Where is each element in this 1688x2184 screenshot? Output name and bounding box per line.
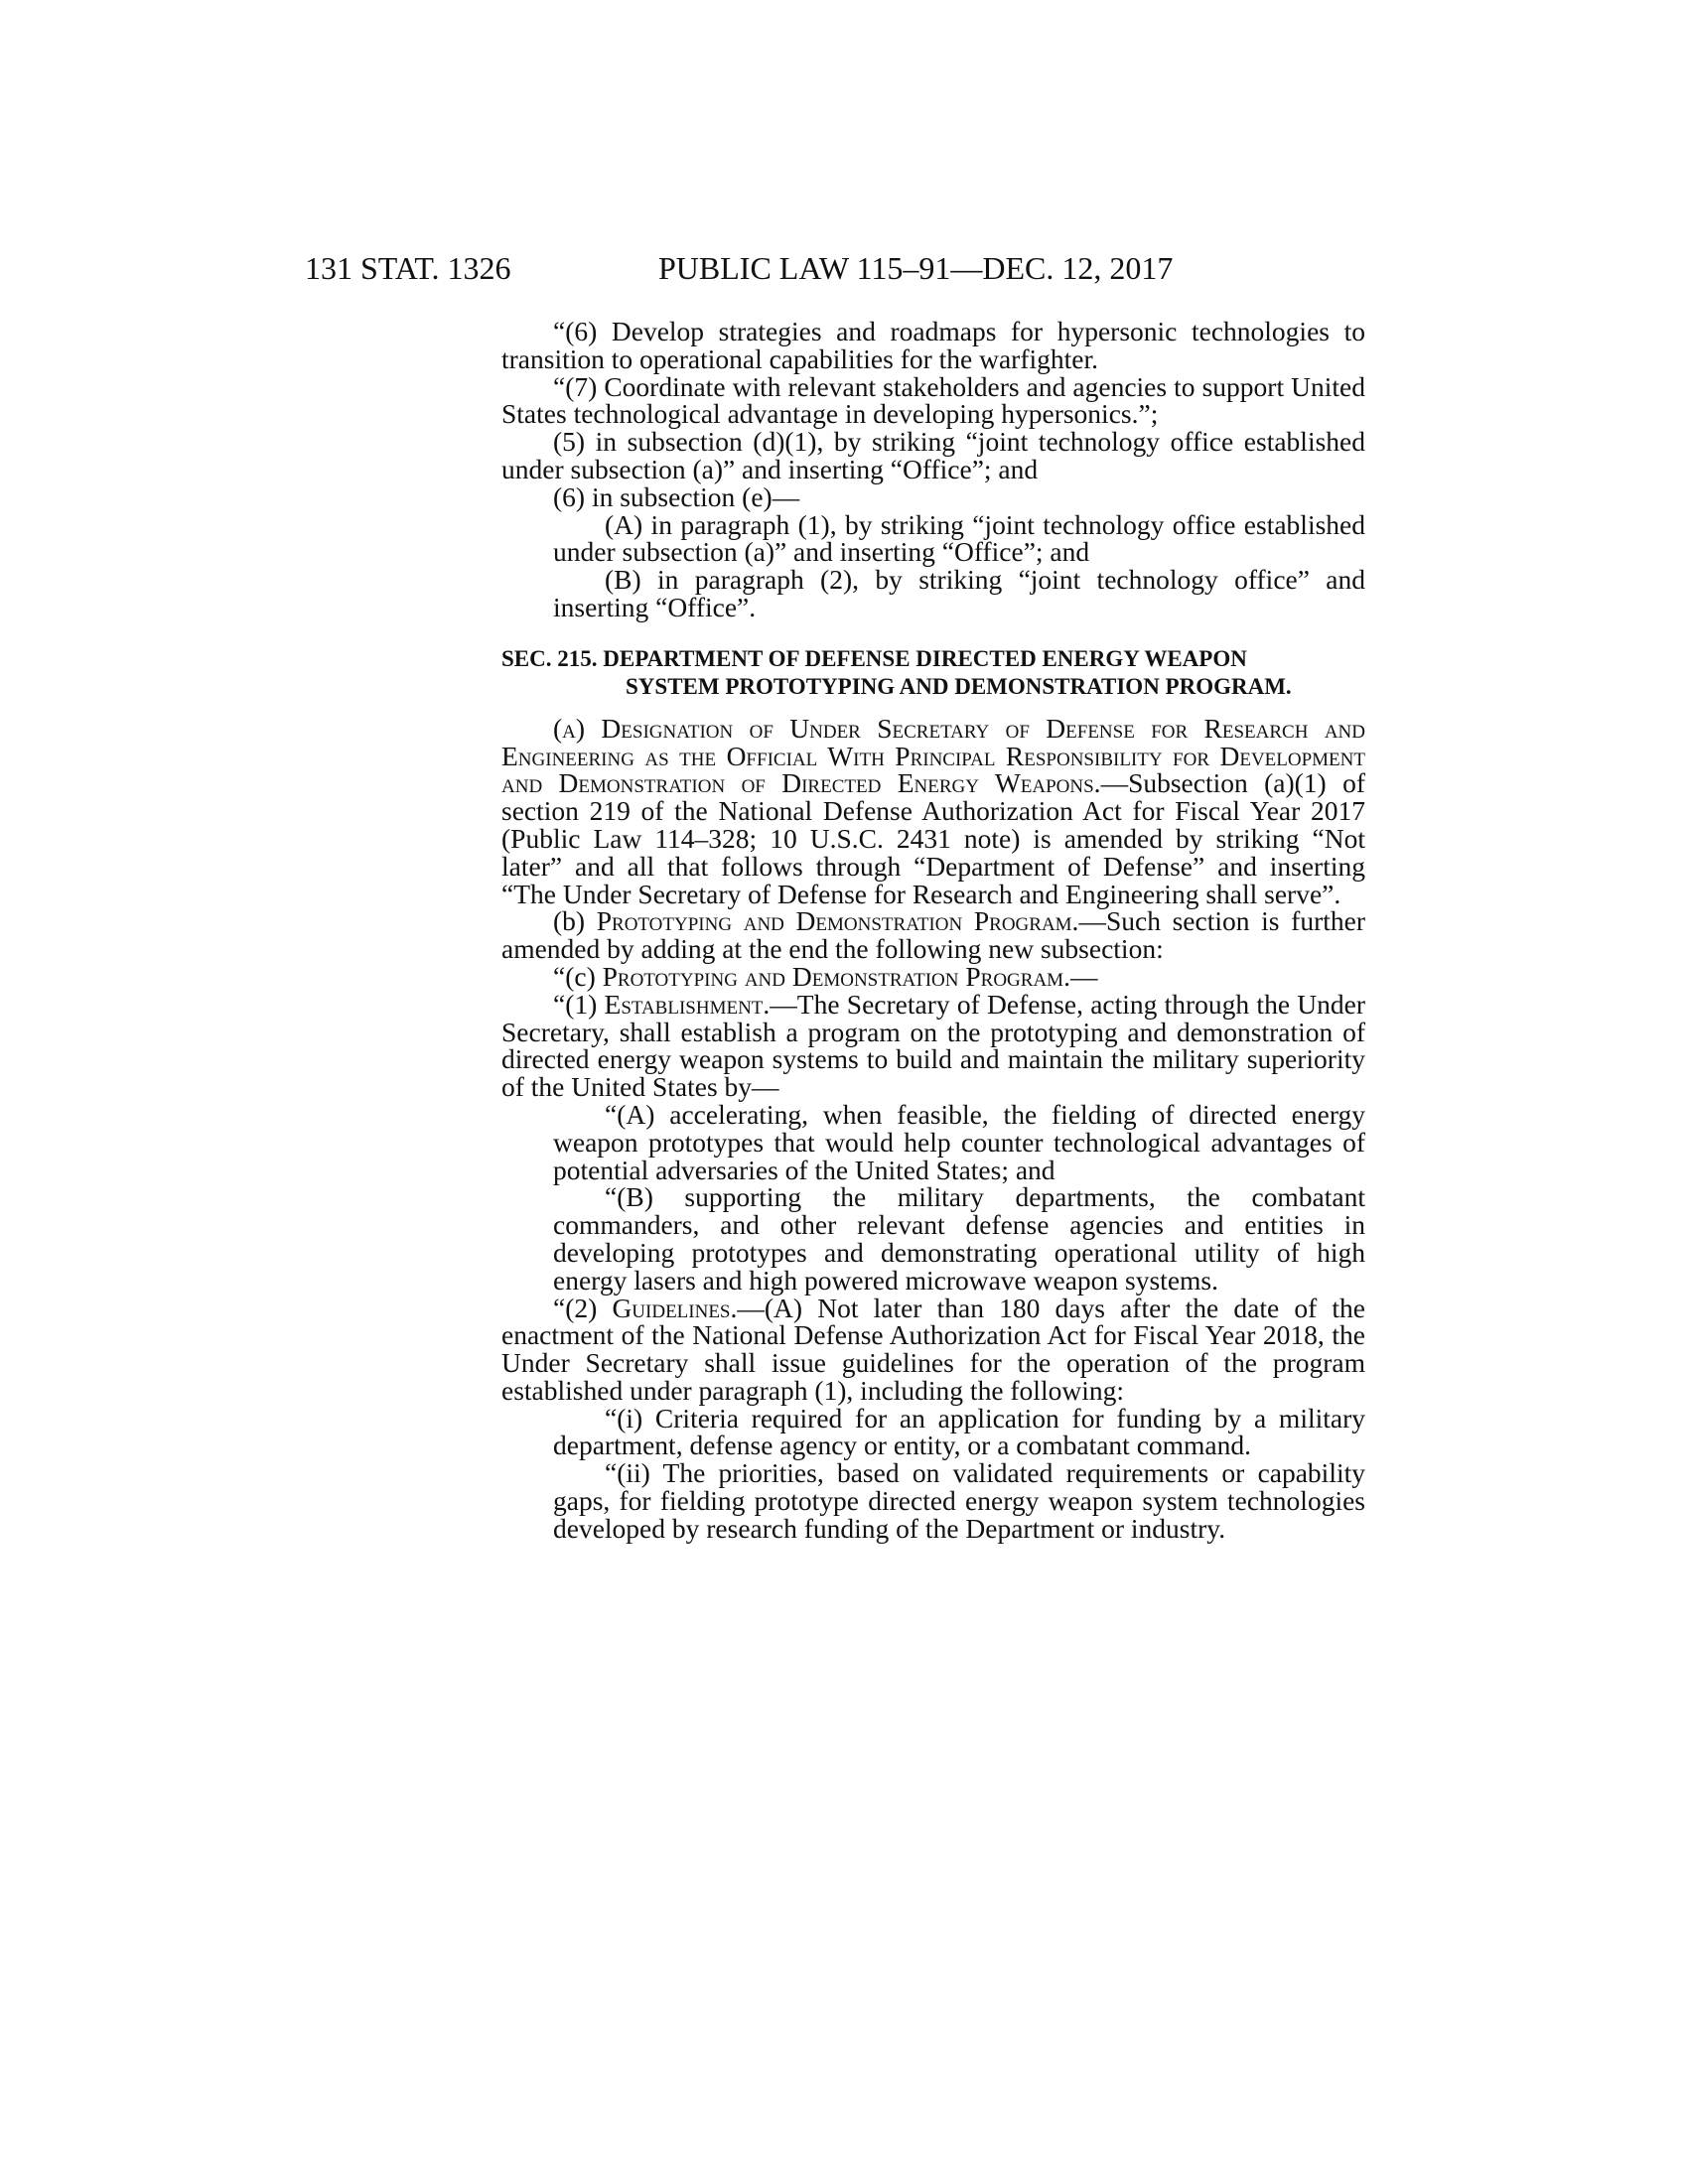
section-heading-line-2: SYSTEM PROTOTYPING AND DEMONSTRATION PROGRAM.: [626, 673, 1292, 699]
clause-c2-i: “(i) Criteria required for an application for funding by a military department, defense agency or entity, or a combatant command.: [553, 1402, 1365, 1461]
subsection-a: [501, 712, 1366, 909]
c1-prefix: “(1): [553, 988, 605, 1020]
c2-heading: Guidelines.: [612, 1292, 738, 1323]
subparagraph-c1-a: “(A) accelerating, when feasible, the fielding of directed energy weapon prototypes that would help counter technological advantages of potential adversaries of the United States; and: [553, 1098, 1365, 1185]
paragraph-6: “(6) Develop strategies and roadmaps for hypersonic technologies to transition to operational capabilities for the warfighter.: [501, 316, 1365, 374]
clause-c2-ii: “(ii) The priorities, based on validated requirements or capability gaps, for fielding prototype directed energy weapon system technologies developed by research funding of the Department or industry.: [553, 1457, 1365, 1544]
subparagraph-a: (A) in paragraph (1), by striking “joint technology office established under subsection (a)” and inserting “Office”; and: [553, 508, 1365, 568]
subsection-c-prefix: “(c): [553, 960, 603, 992]
subsection-a-text: —Subsection (a)(1) of section 219 of the National Defense Authorization Act for Fiscal Year 2017 (Public Law 114–328; 10 U.S.C. 2431 note) is amended by striking “Not later” and all that follows through “Department of Defense” and inserting “The Under Secretary of Defense for Research and Engineering shall serve”.: [501, 767, 1366, 909]
subsection-b-heading: Prototyping and Demonstration Program.: [596, 905, 1079, 937]
c1-heading: Establishment.: [604, 988, 771, 1020]
section-heading-line-1: SEC. 215. DEPARTMENT OF DEFENSE DIRECTED ENERGY WEAPON: [501, 645, 1247, 671]
paragraph-7: “(7) Coordinate with relevant stakeholders and agencies to support United States technological advantage in developing hypersonics.”;: [501, 370, 1365, 430]
subsection-b: [501, 907, 1365, 963]
quoted-subsection-c: [501, 960, 1365, 992]
subsection-b-text: —Such section is further amended by adding at the end the following new subsection:: [501, 905, 1365, 965]
c2-prefix: “(2): [553, 1292, 613, 1323]
subsection-c-heading: Prototyping and Demonstration Program.: [602, 960, 1070, 992]
section-heading: [501, 645, 1365, 701]
statute-citation: 131 STAT. 1326: [305, 250, 511, 286]
document-body: [501, 318, 1365, 1543]
running-header-title: PUBLIC LAW 115–91—DEC. 12, 2017: [658, 250, 1174, 286]
subparagraph-c1-b: “(B) supporting the military departments, the combatant commanders, and other relevant defense agencies and entities in developing prototypes and demonstrating operational utility of high energy lasers and high powered microwave weapon systems.: [553, 1181, 1365, 1296]
paragraph-c2: [501, 1292, 1365, 1406]
paragraph-5-amendment: (5) in subsection (d)(1), by striking “joint technology office established under subsection (a)” and inserting “Office”; and: [501, 426, 1365, 484]
c2-text: —(A) Not later than 180 days after the date of the enactment of the National Defense Authorization Act for Fiscal Year 2018, the Under Secretary shall issue guidelines for the operation of the program established under paragraph (1), including the following:: [501, 1292, 1365, 1406]
subsection-a-heading: (a) Designation of Under Secretary of Defense for Research and Engineering as the Official With Principal Responsibility for Development and Demonstration of Directed Energy Weapons.: [501, 712, 1365, 799]
paragraph-c1: [501, 988, 1365, 1103]
subsection-b-prefix: (b): [553, 905, 597, 937]
c1-text: —The Secretary of Defense, acting through the Under Secretary, shall establish a program on the prototyping and demonstration of directed energy weapon systems to build and maintain the military superiority of the United States by—: [501, 988, 1365, 1103]
subsection-c-text: —: [1069, 960, 1098, 992]
paragraph-6-amendment: (6) in subsection (e)—: [553, 480, 800, 512]
subparagraph-b: (B) in paragraph (2), by striking “joint technology office” and inserting “Office”.: [553, 564, 1365, 622]
